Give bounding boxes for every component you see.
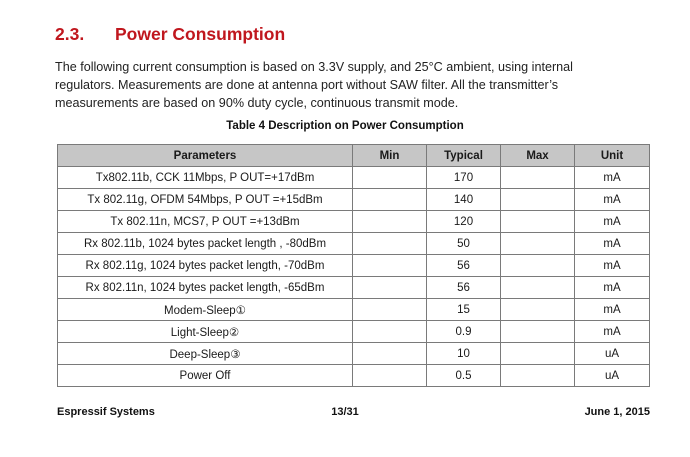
cell-unit: mA <box>575 299 650 321</box>
cell-min <box>353 211 427 233</box>
cell-parameter: Rx 802.11n, 1024 bytes packet length, -65dBm <box>58 277 353 299</box>
cell-max <box>501 233 575 255</box>
footer-page-number: 13/31 <box>331 406 359 418</box>
table-row <box>58 277 650 299</box>
cell-typical: 56 <box>427 277 501 299</box>
header-typical: Typical <box>427 145 501 167</box>
cell-typical: 10 <box>427 343 501 365</box>
footer-company: Espressif Systems <box>57 406 155 418</box>
cell-max <box>501 255 575 277</box>
cell-min <box>353 233 427 255</box>
paragraph-line: measurements are based on 90% duty cycle, continuous transmit mode. <box>55 96 459 110</box>
cell-max <box>501 167 575 189</box>
header-min: Min <box>353 145 427 167</box>
cell-parameter: Tx 802.11g, OFDM 54Mbps, P OUT =+15dBm <box>58 189 353 211</box>
cell-typical: 170 <box>427 167 501 189</box>
cell-max <box>501 189 575 211</box>
paragraph-line: The following current consumption is based on 3.3V supply, and 25°C ambient, using internal <box>55 60 573 74</box>
cell-unit: uA <box>575 365 650 387</box>
cell-min <box>353 365 427 387</box>
cell-typical: 0.9 <box>427 321 501 343</box>
cell-unit: mA <box>575 321 650 343</box>
cell-typical: 140 <box>427 189 501 211</box>
intro-paragraph <box>55 58 635 112</box>
cell-typical: 0.5 <box>427 365 501 387</box>
cell-parameter: Power Off <box>58 365 353 387</box>
cell-parameter: Modem-Sleep① <box>58 299 353 321</box>
table-header-row <box>58 145 650 167</box>
table-row <box>58 365 650 387</box>
cell-unit: uA <box>575 343 650 365</box>
header-unit: Unit <box>575 145 650 167</box>
cell-parameter: Rx 802.11b, 1024 bytes packet length , -80dBm <box>58 233 353 255</box>
table-row <box>58 255 650 277</box>
cell-unit: mA <box>575 233 650 255</box>
table-row <box>58 233 650 255</box>
cell-max <box>501 365 575 387</box>
cell-unit: mA <box>575 167 650 189</box>
cell-max <box>501 343 575 365</box>
cell-parameter: Tx802.11b, CCK 11Mbps, P OUT=+17dBm <box>58 167 353 189</box>
cell-min <box>353 167 427 189</box>
cell-typical: 50 <box>427 233 501 255</box>
header-parameters: Parameters <box>58 145 353 167</box>
cell-max <box>501 211 575 233</box>
cell-typical: 56 <box>427 255 501 277</box>
paragraph-line: regulators. Measurements are done at antenna port without SAW filter. All the transmitter’s <box>55 78 559 92</box>
table-row <box>58 211 650 233</box>
cell-parameter: Light-Sleep② <box>58 321 353 343</box>
cell-typical: 120 <box>427 211 501 233</box>
cell-typical: 15 <box>427 299 501 321</box>
cell-max <box>501 277 575 299</box>
cell-unit: mA <box>575 211 650 233</box>
cell-parameter: Rx 802.11g, 1024 bytes packet length, -70dBm <box>58 255 353 277</box>
section-heading <box>55 24 285 45</box>
footer-date: June 1, 2015 <box>584 406 650 418</box>
cell-max <box>501 299 575 321</box>
cell-min <box>353 255 427 277</box>
table-row <box>58 299 650 321</box>
cell-unit: mA <box>575 277 650 299</box>
section-number: 2.3. <box>55 24 85 44</box>
table-row <box>58 167 650 189</box>
table-row <box>58 321 650 343</box>
cell-unit: mA <box>575 189 650 211</box>
cell-min <box>353 299 427 321</box>
cell-min <box>353 189 427 211</box>
cell-min <box>353 277 427 299</box>
table-caption: Table 4 Description on Power Consumption <box>226 120 464 132</box>
header-max: Max <box>501 145 575 167</box>
table-row <box>58 189 650 211</box>
cell-max <box>501 321 575 343</box>
cell-parameter: Tx 802.11n, MCS7, P OUT =+13dBm <box>58 211 353 233</box>
cell-parameter: Deep-Sleep③ <box>58 343 353 365</box>
table-row <box>58 343 650 365</box>
cell-min <box>353 343 427 365</box>
cell-min <box>353 321 427 343</box>
section-title: Power Consumption <box>115 24 286 44</box>
power-consumption-table <box>57 144 650 387</box>
cell-unit: mA <box>575 255 650 277</box>
